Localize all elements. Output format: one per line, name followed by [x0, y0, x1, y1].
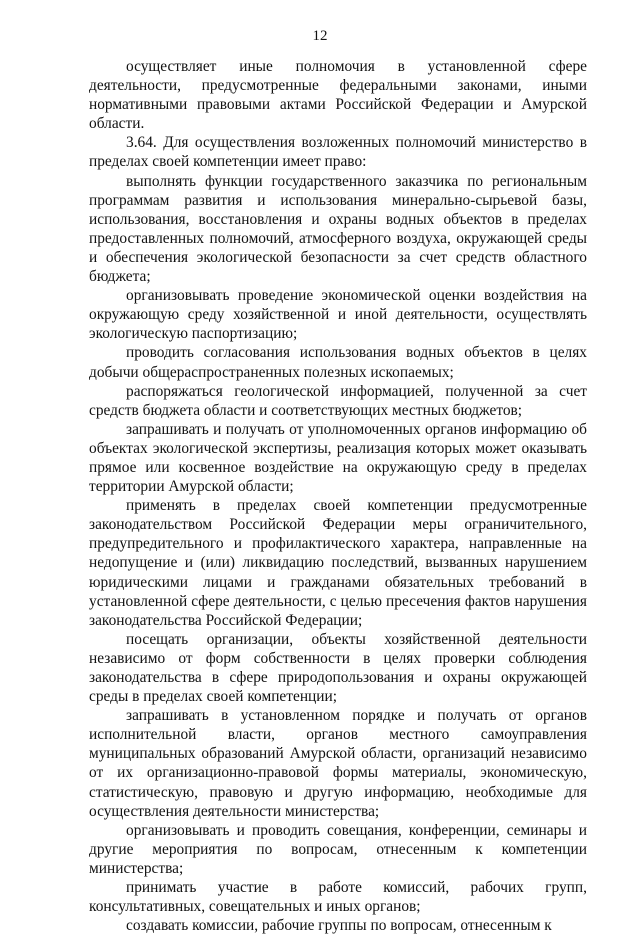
document-body — [89, 57, 587, 935]
page-number: 12 — [312, 28, 328, 44]
paragraph-1: осуществляет иные полномочия в установленной сфере деятельности, предусмотренные федеральными законами, иными нормативными правовыми актами Российской Федерации и Амурской области. — [89, 58, 587, 133]
paragraph-13: создавать комиссии, рабочие группы по вопросам, отнесенным к — [126, 917, 552, 935]
paragraph-6: распоряжаться геологической информацией, полученной за счет средств бюджета области и соответствующих местных бюджетов; — [89, 382, 587, 419]
paragraph-10: запрашивать в установленном порядке и получать от органов исполнительной власти, органов местного самоуправления муниципальных образований Амурской области, организаций независимо от их организационно-правовой формы материалы, экономическую, статистическую, правовую и другую информацию, необходимые для осуществления деятельности министерства; — [89, 707, 587, 820]
paragraph-7: запрашивать и получать от уполномоченных органов информацию об объектах экологической экспертизы, реализация которых может оказывать прямое или косвенное воздействие на окружающую среду в пределах территории Амурской области; — [89, 420, 587, 496]
paragraph-2: 3.64. Для осуществления возложенных полномочий министерство в пределах своей компетенции имеет право: — [89, 134, 587, 171]
paragraph-5: проводить согласования использования водных объектов в целях добычи общераспространенных полезных ископаемых; — [89, 344, 587, 381]
paragraph-4: организовывать проведение экономической оценки воздействия на окружающую среду хозяйственной и иной деятельности, осуществлять экологическую паспортизацию; — [89, 287, 587, 343]
paragraph-9: посещать организации, объекты хозяйственной деятельности независимо от форм собственности в целях проверки соблюдения законодательства в сфере природопользования и охраны окружающей среды в пределах своей компетенции; — [89, 630, 587, 706]
paragraph-3: выполнять функции государственного заказчика по региональным программам развития и использования минерально-сырьевой базы, использования, восстановления и охраны водных объектов в пределах предоставленных полномочий, атмосферного воздуха, окружающей среды и обеспечения экологической безопасности за счет средств областного бюджета; — [89, 172, 587, 286]
paragraph-11: организовывать и проводить совещания, конференции, семинары и другие мероприятия по вопросам, отнесенным к компетенции министерства; — [89, 821, 587, 877]
paragraph-8: применять в пределах своей компетенции предусмотренные законодательством Российской Федерации меры ограничительного, предупредительного и профилактического характера, направленные на недопущение и (или) ликвидацию последствий, вызванных нарушением юридическими лицами и гражданами обязательных требований в установленной сфере деятельности, с целью пресечения фактов нарушения законодательства Российской Федерации; — [89, 497, 587, 629]
paragraph-12: принимать участие в работе комиссий, рабочих групп, консультативных, совещательных и иных органов; — [89, 879, 587, 916]
